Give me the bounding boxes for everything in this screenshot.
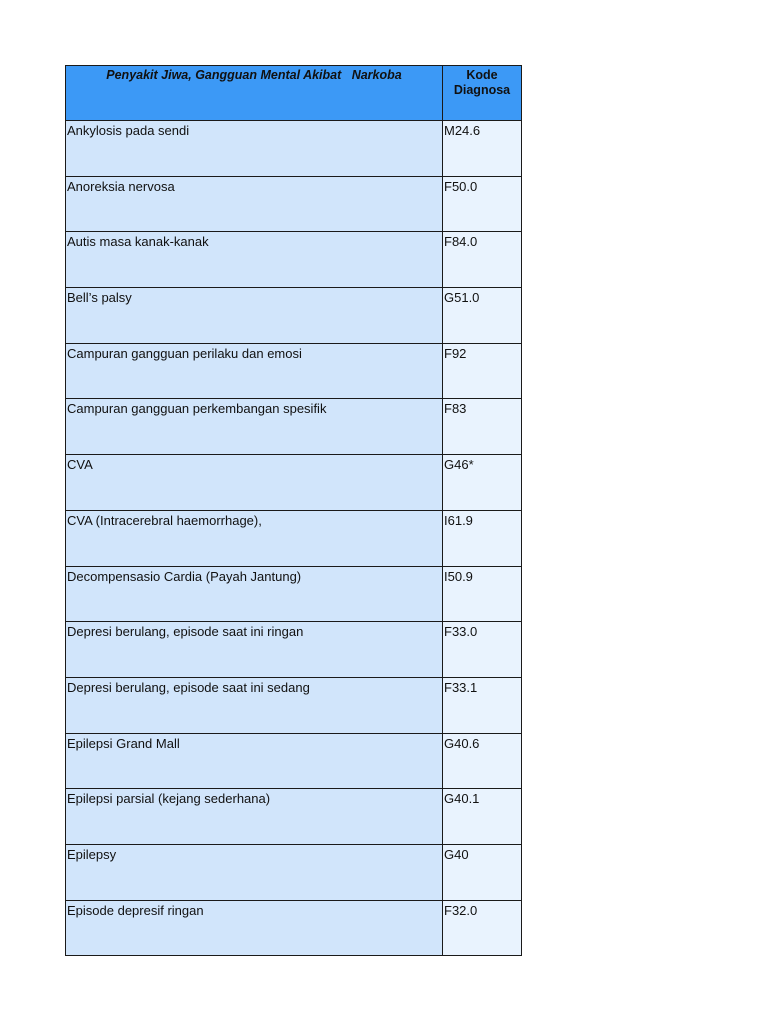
disease-name-cell: Autis masa kanak-kanak — [66, 232, 443, 288]
table-row — [66, 399, 522, 455]
table-row — [66, 566, 522, 622]
diagnosis-code-cell: M24.6 — [443, 121, 522, 177]
disease-name-cell: CVA (Intracerebral haemorrhage), — [66, 510, 443, 566]
header-code-line1: Kode — [466, 68, 498, 82]
table-row — [66, 510, 522, 566]
diagnosis-code-cell: F92 — [443, 343, 522, 399]
diagnosis-code-cell: F84.0 — [443, 232, 522, 288]
diagnosis-code-cell: F50.0 — [443, 176, 522, 232]
table-row — [66, 844, 522, 900]
table-row — [66, 232, 522, 288]
table-row — [66, 789, 522, 845]
disease-name-cell: Campuran gangguan perilaku dan emosi — [66, 343, 443, 399]
diagnosis-code-cell: F33.0 — [443, 622, 522, 678]
table-row — [66, 176, 522, 232]
diagnosis-code-cell: F83 — [443, 399, 522, 455]
header-code — [443, 66, 522, 121]
diagnosis-code-cell: F33.1 — [443, 677, 522, 733]
diagnosis-code-cell: G40.6 — [443, 733, 522, 789]
disease-name-cell: Decompensasio Cardia (Payah Jantung) — [66, 566, 443, 622]
table-row — [66, 900, 522, 956]
disease-name-cell: Epilepsy — [66, 844, 443, 900]
table-row — [66, 343, 522, 399]
header-code-line2: Diagnosa — [453, 83, 511, 97]
table-row — [66, 622, 522, 678]
table-row — [66, 733, 522, 789]
disease-name-cell: CVA — [66, 455, 443, 511]
diagnosis-code-cell: G51.0 — [443, 288, 522, 344]
diagnosis-code-cell: G40 — [443, 844, 522, 900]
table-row — [66, 455, 522, 511]
disease-name-cell: Epilepsi parsial (kejang sederhana) — [66, 789, 443, 845]
diagnosis-code-cell: I61.9 — [443, 510, 522, 566]
table-row — [66, 677, 522, 733]
diagnosis-code-cell: G40.1 — [443, 789, 522, 845]
disease-name-cell: Episode depresif ringan — [66, 900, 443, 956]
disease-name-cell: Ankylosis pada sendi — [66, 121, 443, 177]
table-header-row — [66, 66, 522, 121]
disease-name-cell: Bell’s palsy — [66, 288, 443, 344]
disease-name-cell: Anoreksia nervosa — [66, 176, 443, 232]
table-row — [66, 121, 522, 177]
disease-name-cell: Depresi berulang, episode saat ini sedang — [66, 677, 443, 733]
diagnosis-code-table — [65, 65, 522, 956]
diagnosis-code-cell: I50.9 — [443, 566, 522, 622]
disease-name-cell: Depresi berulang, episode saat ini ringan — [66, 622, 443, 678]
table-row — [66, 288, 522, 344]
disease-name-cell: Campuran gangguan perkembangan spesifik — [66, 399, 443, 455]
header-disease: Penyakit Jiwa, Gangguan Mental Akibat Narkoba — [66, 66, 443, 121]
disease-name-cell: Epilepsi Grand Mall — [66, 733, 443, 789]
diagnosis-code-cell: G46* — [443, 455, 522, 511]
diagnosis-code-cell: F32.0 — [443, 900, 522, 956]
